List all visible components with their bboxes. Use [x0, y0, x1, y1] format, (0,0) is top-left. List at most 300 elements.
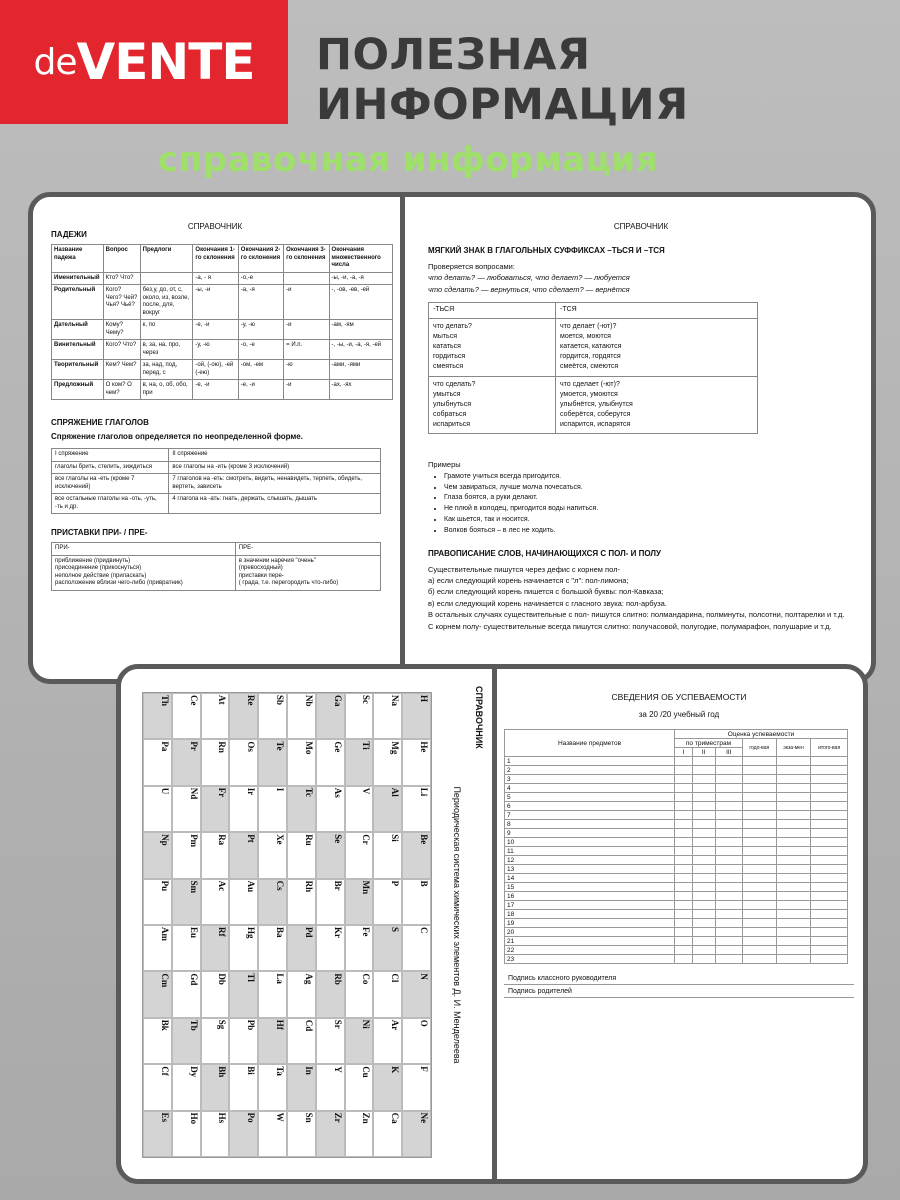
- element-cell: [373, 786, 402, 832]
- grade-cell[interactable]: [675, 802, 693, 811]
- element-cell: [229, 786, 258, 832]
- grade-cell[interactable]: [776, 856, 811, 865]
- grade-cell[interactable]: [743, 766, 777, 775]
- element-cell: [229, 925, 258, 971]
- element-cell: [373, 1111, 402, 1157]
- grade-cell[interactable]: [811, 811, 848, 820]
- element-symbol: Rf: [217, 927, 228, 937]
- grade-cell[interactable]: [692, 910, 715, 919]
- grade-cell[interactable]: [692, 838, 715, 847]
- element-symbol: Sn: [303, 1112, 314, 1123]
- grade-cell[interactable]: [811, 847, 848, 856]
- element-symbol: Cs: [275, 880, 286, 891]
- grade-cell[interactable]: [743, 910, 777, 919]
- grade-cell[interactable]: [675, 766, 693, 775]
- example-item: • Не плюй в колодец, пригодится воды напиться.: [444, 504, 854, 515]
- element-symbol: Xe: [275, 834, 286, 845]
- grade-row-number: 20: [505, 928, 675, 937]
- grade-cell[interactable]: [692, 892, 715, 901]
- table-cell: в, за, на, про, через: [140, 340, 193, 360]
- logo-de: de: [33, 41, 77, 83]
- table-cell: -ом, -ем: [238, 360, 283, 380]
- grade-cell[interactable]: [743, 865, 777, 874]
- element-symbol: Pt: [246, 834, 257, 843]
- example-item: • Чем завираться, лучше молча почесаться.: [444, 483, 854, 494]
- grade-cell[interactable]: [743, 838, 777, 847]
- grade-cell[interactable]: [715, 883, 742, 892]
- element-cell: [229, 693, 258, 739]
- grade-cell[interactable]: [692, 883, 715, 892]
- grade-cell[interactable]: [811, 766, 848, 775]
- left-reference-page: [40, 208, 390, 668]
- table-cell: Предложный: [52, 380, 104, 400]
- grade-cell[interactable]: [776, 874, 811, 883]
- grade-cell[interactable]: [692, 766, 715, 775]
- element-symbol: In: [303, 1066, 314, 1075]
- element-cell: [258, 693, 287, 739]
- table-cell: -ы, -и, -а, -я: [329, 272, 392, 285]
- element-symbol: Cd: [303, 1019, 314, 1032]
- grade-cell[interactable]: [811, 937, 848, 946]
- element-cell: [172, 832, 201, 878]
- grade-cell[interactable]: [743, 793, 777, 802]
- grade-cell[interactable]: [811, 865, 848, 874]
- grade-cell[interactable]: [811, 883, 848, 892]
- grade-cell[interactable]: [715, 793, 742, 802]
- grade-cell[interactable]: [692, 946, 715, 955]
- element-cell: [229, 879, 258, 925]
- grade-cell[interactable]: [811, 919, 848, 928]
- element-symbol: Ni: [361, 1019, 372, 1029]
- left-page-title: СПРАВОЧНИК: [187, 222, 243, 231]
- grade-cell[interactable]: [692, 784, 715, 793]
- element-cell: [345, 1064, 374, 1110]
- grade-row-number: 8: [505, 820, 675, 829]
- grade-cell[interactable]: [811, 892, 848, 901]
- grade-cell[interactable]: [675, 838, 693, 847]
- grade-cell[interactable]: [675, 775, 693, 784]
- grade-cell[interactable]: [715, 910, 742, 919]
- element-symbol: Pa: [159, 741, 170, 752]
- element-cell: [201, 1111, 230, 1157]
- element-cell: [229, 1111, 258, 1157]
- right-page-title: СПРАВОЧНИК: [613, 222, 669, 231]
- grade-row-number: 16: [505, 892, 675, 901]
- grades-title: СВЕДЕНИЯ ОБ УСПЕВАЕМОСТИ: [611, 692, 747, 702]
- table-row: [52, 494, 381, 514]
- grade-cell[interactable]: [675, 784, 693, 793]
- grade-row: [505, 757, 848, 766]
- grade-cell[interactable]: [692, 865, 715, 874]
- table-cell: -е, -и: [193, 380, 238, 400]
- element-symbol: Es: [159, 1112, 170, 1123]
- element-symbol: Te: [275, 741, 286, 751]
- tsya-table: [428, 302, 758, 434]
- table-cell: в значении наречия "очень" (превосходный) приставки пере- ( града, т.е. перегородить что-либо): [235, 555, 380, 590]
- table-cell: -ами, -ями: [329, 360, 392, 380]
- element-symbol: Sr: [332, 1019, 343, 1029]
- element-cell: [201, 693, 230, 739]
- grade-cell[interactable]: [675, 919, 693, 928]
- grade-cell[interactable]: [743, 946, 777, 955]
- element-cell: [287, 1018, 316, 1064]
- grade-cell[interactable]: [715, 874, 742, 883]
- cases-col-header: Окончания 3-го склонения: [284, 245, 329, 273]
- element-cell: [287, 786, 316, 832]
- element-symbol: Hs: [217, 1112, 228, 1124]
- grade-cell[interactable]: [675, 928, 693, 937]
- grade-cell[interactable]: [692, 811, 715, 820]
- grade-cell[interactable]: [743, 955, 777, 964]
- grade-row-number: 21: [505, 937, 675, 946]
- element-symbol: I: [275, 787, 286, 792]
- logo-vente: VENTE: [76, 33, 255, 91]
- element-symbol: F: [419, 1066, 429, 1072]
- grade-cell[interactable]: [692, 919, 715, 928]
- element-symbol: As: [332, 787, 343, 798]
- table-cell: 7 глаголов на -еть: смотреть, видеть, ненавидеть, терпеть, обидеть, вертеть, зависеть: [169, 474, 381, 494]
- grade-cell[interactable]: [811, 874, 848, 883]
- grade-cell[interactable]: [675, 757, 693, 766]
- element-symbol: Pu: [159, 880, 170, 892]
- element-cell: [345, 1111, 374, 1157]
- grade-row-number: 9: [505, 829, 675, 838]
- grade-cell[interactable]: [743, 775, 777, 784]
- element-symbol: S: [390, 927, 401, 933]
- element-cell: [373, 739, 402, 785]
- grade-cell[interactable]: [743, 820, 777, 829]
- table-row: [52, 555, 381, 590]
- grade-cell[interactable]: [692, 847, 715, 856]
- element-cell: [287, 739, 316, 785]
- grade-cell[interactable]: [715, 856, 742, 865]
- element-cell: [143, 1064, 172, 1110]
- element-symbol: Se: [332, 834, 343, 844]
- grade-cell[interactable]: [715, 838, 742, 847]
- element-cell: [258, 786, 287, 832]
- examples-label: Примеры: [428, 460, 461, 470]
- check-line-2: что сделать? — вернуться, что сделает? — вернётся: [428, 284, 630, 294]
- grade-cell[interactable]: [811, 901, 848, 910]
- element-cell: [143, 1018, 172, 1064]
- element-symbol: Eu: [188, 927, 199, 939]
- element-cell: [287, 1064, 316, 1110]
- grade-cell[interactable]: [776, 928, 811, 937]
- grade-cell[interactable]: [692, 820, 715, 829]
- element-cell: [345, 786, 374, 832]
- grade-cell[interactable]: [675, 946, 693, 955]
- grade-cell[interactable]: [776, 892, 811, 901]
- grade-row-number: 13: [505, 865, 675, 874]
- grade-cell[interactable]: [743, 901, 777, 910]
- example-item: • Глаза боятся, а руки делают.: [444, 493, 854, 504]
- grade-cell[interactable]: [675, 847, 693, 856]
- element-cell: [316, 832, 345, 878]
- grade-cell[interactable]: [692, 928, 715, 937]
- grade-cell[interactable]: [743, 829, 777, 838]
- table-cell: -у, -ю: [238, 320, 283, 340]
- periodic-table-title: Периодическая система химических элементов Д. И. Менделеева: [452, 786, 462, 1064]
- element-cell: [402, 1064, 431, 1110]
- element-cell: [373, 832, 402, 878]
- table-cell: -у, -ю: [193, 340, 238, 360]
- col-trimester-1: I: [675, 748, 693, 757]
- grade-cell[interactable]: [675, 901, 693, 910]
- grade-cell[interactable]: [715, 955, 742, 964]
- grade-cell[interactable]: [715, 784, 742, 793]
- element-cell: [316, 786, 345, 832]
- grade-cell[interactable]: [776, 757, 811, 766]
- grade-row: [505, 856, 848, 865]
- grade-cell[interactable]: [715, 820, 742, 829]
- element-symbol: Dy: [188, 1066, 199, 1078]
- grade-cell[interactable]: [675, 793, 693, 802]
- element-symbol: Si: [390, 834, 401, 842]
- grade-cell[interactable]: [715, 775, 742, 784]
- element-cell: [316, 693, 345, 739]
- grade-row: [505, 820, 848, 829]
- grade-cell[interactable]: [776, 802, 811, 811]
- element-symbol: Rh: [303, 880, 314, 893]
- grade-cell[interactable]: [743, 811, 777, 820]
- grade-cell[interactable]: [675, 820, 693, 829]
- prefix-heading: ПРИСТАВКИ ПРИ- / ПРЕ-: [51, 528, 148, 537]
- element-cell: [229, 739, 258, 785]
- element-symbol: Np: [159, 834, 170, 846]
- grade-cell[interactable]: [675, 883, 693, 892]
- table-cell: -ю: [284, 360, 329, 380]
- grade-cell[interactable]: [692, 775, 715, 784]
- grade-cell[interactable]: [715, 946, 742, 955]
- grade-cell[interactable]: [743, 937, 777, 946]
- table-cell: Именительный: [52, 272, 104, 285]
- grade-cell[interactable]: [743, 802, 777, 811]
- pol-line: в) если следующий корень начинается с гласного звука: пол-арбуза.: [428, 598, 667, 608]
- grade-cell[interactable]: [776, 838, 811, 847]
- col-trimester-2: II: [692, 748, 715, 757]
- table-cell: что делать? мыться кататься гордиться смеяться: [429, 318, 556, 376]
- element-cell: [172, 1111, 201, 1157]
- col-total: итого-вая: [811, 739, 848, 757]
- grade-cell[interactable]: [675, 865, 693, 874]
- brand-logo: [0, 0, 288, 124]
- table-cell: к, по: [140, 320, 193, 340]
- element-symbol: Ru: [303, 834, 314, 846]
- grade-cell[interactable]: [743, 874, 777, 883]
- grade-cell[interactable]: [811, 838, 848, 847]
- grade-row-number: 15: [505, 883, 675, 892]
- table-cell: -, -ов, -ев, -ей: [329, 285, 392, 320]
- table-row: [429, 318, 758, 376]
- grade-cell[interactable]: [776, 811, 811, 820]
- table-row: [52, 340, 393, 360]
- element-symbol: Nd: [188, 787, 199, 800]
- element-cell: [229, 1064, 258, 1110]
- cases-col-header: Предлоги: [140, 245, 193, 273]
- grade-cell[interactable]: [692, 793, 715, 802]
- pol-line: б) если следующий корень пишется с большой буквы: пол-Кавказа;: [428, 587, 664, 597]
- element-symbol: Zr: [332, 1112, 343, 1123]
- table-row: [429, 376, 758, 434]
- grade-cell[interactable]: [715, 847, 742, 856]
- element-cell: [373, 693, 402, 739]
- grade-cell[interactable]: [811, 784, 848, 793]
- example-item: • Грамоте учиться всегда пригодится.: [444, 472, 854, 483]
- grade-cell[interactable]: [692, 955, 715, 964]
- element-cell: [201, 739, 230, 785]
- element-symbol: At: [217, 695, 228, 705]
- grade-cell[interactable]: [715, 757, 742, 766]
- element-cell: [229, 1018, 258, 1064]
- element-cell: [143, 971, 172, 1017]
- table-cell: Родительный: [52, 285, 104, 320]
- grade-cell[interactable]: [776, 883, 811, 892]
- pol-line: С корнем полу- существительные всегда пишутся слитно: получасовой, полугодие, полумарафон, полушарие и т.д.: [428, 621, 832, 631]
- grade-cell[interactable]: [715, 829, 742, 838]
- grade-cell[interactable]: [811, 820, 848, 829]
- grade-cell[interactable]: [715, 892, 742, 901]
- grade-cell[interactable]: [715, 811, 742, 820]
- grade-cell[interactable]: [776, 865, 811, 874]
- grade-cell[interactable]: [776, 910, 811, 919]
- grade-cell[interactable]: [675, 910, 693, 919]
- soft-sign-heading: МЯГКИЙ ЗНАК В ГЛАГОЛЬНЫХ СУФФИКСАХ –ТЬСЯ И –ТСЯ: [428, 246, 665, 255]
- col-exam: экза-мен: [776, 739, 811, 757]
- table-cell: ПРЕ-: [235, 543, 380, 556]
- element-cell: [201, 925, 230, 971]
- grade-cell[interactable]: [743, 919, 777, 928]
- grade-cell[interactable]: [715, 865, 742, 874]
- grade-cell[interactable]: [776, 919, 811, 928]
- grades-year: за 20 /20 учебный год: [638, 710, 720, 719]
- grade-cell[interactable]: [776, 784, 811, 793]
- grade-cell[interactable]: [715, 901, 742, 910]
- table-cell: -е, -и: [193, 320, 238, 340]
- table-cell: приближение (придвинуть) присоединение (прикоснуться) неполное действие (приласкать) расположение вблизи чего-либо (привратник): [52, 555, 236, 590]
- element-symbol: U: [159, 787, 170, 795]
- element-symbol: Nb: [303, 695, 314, 707]
- grade-cell[interactable]: [692, 757, 715, 766]
- grade-cell[interactable]: [811, 757, 848, 766]
- grade-cell[interactable]: [776, 766, 811, 775]
- element-cell: [258, 739, 287, 785]
- table-cell: Кому? Чему?: [103, 320, 140, 340]
- grade-cell[interactable]: [675, 811, 693, 820]
- grade-cell[interactable]: [743, 928, 777, 937]
- grade-cell[interactable]: [743, 784, 777, 793]
- element-symbol: Ti: [361, 741, 372, 750]
- element-symbol: Bh: [217, 1066, 228, 1078]
- grade-cell[interactable]: [811, 802, 848, 811]
- cases-table: [51, 244, 393, 400]
- grade-cell[interactable]: [743, 847, 777, 856]
- grade-cell[interactable]: [811, 946, 848, 955]
- grade-cell[interactable]: [715, 802, 742, 811]
- grade-cell[interactable]: [776, 793, 811, 802]
- grade-cell[interactable]: [811, 910, 848, 919]
- grade-cell[interactable]: [743, 883, 777, 892]
- pol-line: а) если следующий корень начинается с "л": пол-лимона;: [428, 576, 629, 586]
- element-cell: [402, 1111, 431, 1157]
- grade-cell[interactable]: [811, 793, 848, 802]
- grade-cell[interactable]: [692, 937, 715, 946]
- grade-cell[interactable]: [692, 874, 715, 883]
- element-cell: [258, 879, 287, 925]
- grade-cell[interactable]: [811, 829, 848, 838]
- grade-cell[interactable]: [776, 847, 811, 856]
- grade-cell[interactable]: [675, 955, 693, 964]
- element-symbol: Sg: [217, 1019, 228, 1030]
- element-symbol: Cl: [390, 973, 401, 983]
- element-cell: [287, 925, 316, 971]
- pol-line: Существительные пишутся через дефис с корнем пол-: [428, 564, 620, 574]
- grade-cell[interactable]: [743, 856, 777, 865]
- table-cell: все глаголы на -еть (кроме 7 исключений): [52, 474, 169, 494]
- element-symbol: Am: [159, 927, 170, 941]
- table-cell: -и: [284, 285, 329, 320]
- grade-cell[interactable]: [776, 829, 811, 838]
- cases-col-header: Окончания 1-го склонения: [193, 245, 238, 273]
- grade-cell[interactable]: [715, 919, 742, 928]
- element-cell: [287, 879, 316, 925]
- element-cell: [143, 739, 172, 785]
- element-symbol: Rn: [217, 741, 228, 753]
- grade-cell[interactable]: [675, 829, 693, 838]
- grade-cell[interactable]: [776, 955, 811, 964]
- grade-cell[interactable]: [776, 946, 811, 955]
- grade-row: [505, 766, 848, 775]
- grade-cell[interactable]: [692, 829, 715, 838]
- grade-cell[interactable]: [675, 892, 693, 901]
- element-cell: [316, 1064, 345, 1110]
- grade-cell[interactable]: [675, 874, 693, 883]
- table-cell: Кого? Чего? Чей? Чья? Чьё?: [103, 285, 140, 320]
- grade-cell[interactable]: [776, 775, 811, 784]
- grade-cell[interactable]: [692, 901, 715, 910]
- grade-cell[interactable]: [776, 820, 811, 829]
- grade-cell[interactable]: [811, 775, 848, 784]
- grade-cell[interactable]: [811, 955, 848, 964]
- element-symbol: Cf: [159, 1066, 170, 1076]
- grade-row: [505, 919, 848, 928]
- grade-cell[interactable]: [715, 937, 742, 946]
- grade-cell[interactable]: [743, 892, 777, 901]
- element-symbol: Mg: [390, 741, 401, 755]
- grade-cell[interactable]: [675, 937, 693, 946]
- grade-row: [505, 937, 848, 946]
- grade-cell[interactable]: [692, 856, 715, 865]
- grade-cell[interactable]: [692, 802, 715, 811]
- grade-row-number: 6: [505, 802, 675, 811]
- grade-cell[interactable]: [776, 901, 811, 910]
- element-symbol: Ar: [390, 1019, 401, 1031]
- table-cell: Кого? Что?: [103, 340, 140, 360]
- grades-table: [504, 729, 848, 964]
- grade-row-number: 22: [505, 946, 675, 955]
- grade-row: [505, 784, 848, 793]
- grade-cell[interactable]: [715, 766, 742, 775]
- element-cell: [402, 832, 431, 878]
- grade-cell[interactable]: [715, 928, 742, 937]
- grade-cell[interactable]: [743, 757, 777, 766]
- grade-cell[interactable]: [776, 937, 811, 946]
- grade-row: [505, 865, 848, 874]
- grade-cell[interactable]: [675, 856, 693, 865]
- grade-cell[interactable]: [811, 928, 848, 937]
- element-symbol: Tc: [303, 787, 314, 797]
- grade-cell[interactable]: [811, 856, 848, 865]
- element-cell: [316, 879, 345, 925]
